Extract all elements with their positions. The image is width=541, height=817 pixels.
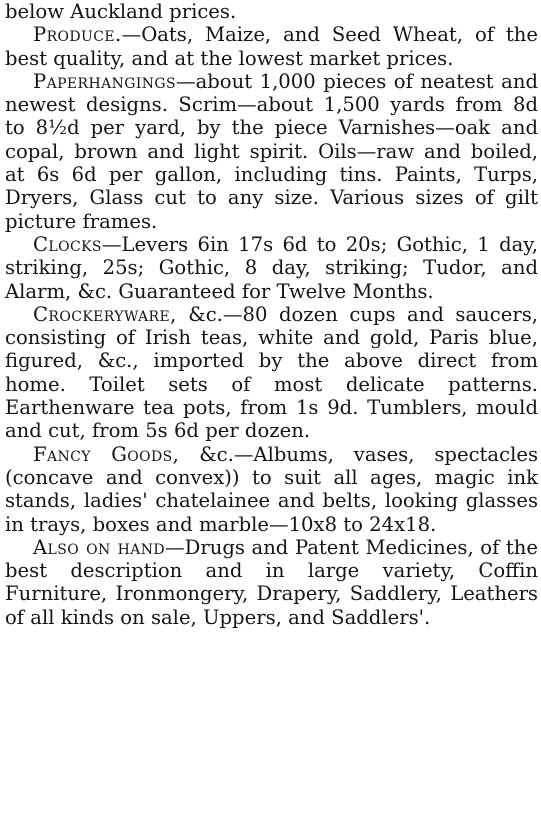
paragraph-heading: Crockeryware, — [33, 302, 177, 326]
paragraph-heading: Also on hand — [33, 535, 166, 559]
paragraph-heading: Clocks — [33, 232, 102, 256]
paragraph-paperhangings — [5, 70, 538, 233]
paragraph-text: —Oats, Maize, and Seed Wheat, of the best quality, and at the lowest market prices. — [5, 23, 538, 70]
paragraph-heading: Fancy Goods, — [33, 442, 180, 466]
paragraph-text: below Auckland prices. — [5, 0, 237, 23]
paragraph-text: —Levers 6in 17s 6d to 20s; Gothic, 1 day, striking, 25s; Gothic, 8 day, striking; Tudor, and Alarm, &c. Guaranteed for Twelve Months. — [5, 232, 538, 303]
paragraph-heading: Produce. — [33, 23, 122, 47]
paragraph-fancy-goods — [5, 443, 538, 536]
paragraph-clocks — [5, 233, 538, 303]
paragraph-text: —Drugs and Patent Medicines, of the best description and in large variety, Coffin Furniture, Ironmongery, Drapery, Saddlery, Leathers of all kinds on sale, Uppers, and Saddlers'. — [5, 535, 539, 629]
paragraph-text: &c.—Albums, vases, spectacles (concave and convex)) to suit all ages, magic ink stands, ladies' chatelainee and belts, looking glasses in trays, boxes and marble—10x8 to 24x18. — [5, 442, 538, 536]
paragraph-text: —about 1,000 pieces of neatest and newest designs. Scrim—about 1,500 yards from 8d to 8½d per yard, by the piece Varnishes—oak and copal, brown and light spirit. Oils—raw and boiled, at 6s 6d per gallon, including tins. Paints, Turps, Dryers, Glass cut to any size. Various sizes of gilt picture frames. — [5, 69, 538, 233]
paragraph-heading: Paperhangings — [33, 69, 176, 93]
paragraph-produce — [5, 23, 538, 70]
paragraph-also-on-hand — [5, 536, 538, 629]
paragraph-continuation — [5, 0, 538, 23]
paragraph-crockeryware — [5, 303, 538, 443]
paragraph-text: &c.—80 dozen cups and saucers, consisting of Irish teas, white and gold, Paris blue, figured, &c., imported by the above direct from home. Toilet sets of most delicate patterns. Earthenware tea pots, from 1s 9d. Tumblers, mould and cut, from 5s 6d per dozen. — [5, 302, 538, 443]
